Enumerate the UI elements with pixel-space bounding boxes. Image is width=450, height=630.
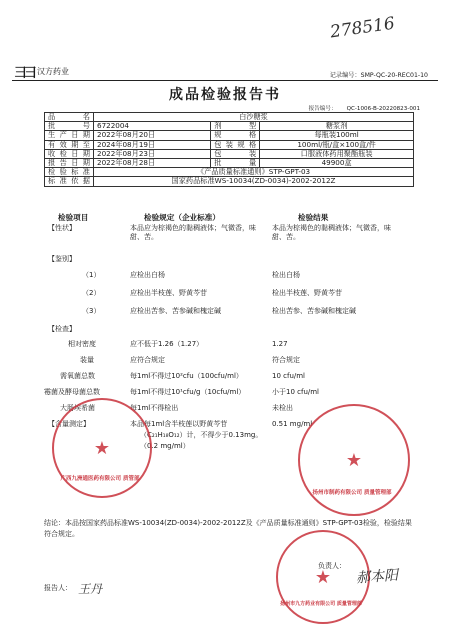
star-icon: ★	[345, 449, 363, 471]
handwritten-number: 278516	[328, 13, 396, 43]
table-row	[45, 177, 414, 186]
specification-label: 规 格	[211, 131, 260, 140]
company-name: 汉方药业	[37, 67, 70, 76]
ident-result-1: 检出白杨	[272, 271, 300, 279]
production-date-label: 生产日期	[45, 131, 94, 140]
dosage-form-value: 糖浆剂	[260, 122, 414, 131]
seal-left	[52, 398, 152, 498]
standard-label: 检验标准	[45, 168, 94, 177]
inspection-label: 【检查】	[48, 325, 76, 333]
ident-no-3: （3）	[82, 307, 101, 315]
ident-result-3: 检出苦参、苦参碱和槐定碱	[272, 307, 356, 315]
product-info-table	[44, 112, 414, 187]
page-title: 成品检验报告书	[169, 87, 281, 103]
reporter-label: 报告人：	[44, 584, 72, 592]
report-date-value: 2022年08月28日	[94, 159, 211, 168]
package-spec-label: 包装规格	[211, 140, 260, 149]
insp-result-3: 10 cfu/ml	[272, 372, 306, 380]
table-row	[45, 140, 414, 149]
seal-left-text: 广西九洲通医药有限公司 质管部	[60, 476, 140, 482]
reporter-signature: 王丹	[78, 582, 103, 596]
standard-value: 《产品质量标准通则》STP-GPT-03	[94, 168, 414, 177]
batch-value: 6722004	[94, 122, 211, 131]
insp-name-1: 相对密度	[68, 340, 96, 348]
expiry-value: 2024年08月19日	[94, 140, 211, 149]
insp-result-4: 小于10 cfu/ml	[272, 388, 320, 396]
traits-label: 【性状】	[48, 224, 76, 232]
seal-bottom-text: 扬州市九方药业有限公司 质量管理部	[280, 601, 362, 607]
reviewer-signature: 郝本阳	[355, 567, 399, 587]
basis-label: 标准依据	[45, 177, 94, 186]
ident-no-1: （1）	[82, 271, 101, 279]
report-number: 报告编号： QC-1006-B-20220823-001	[308, 106, 420, 112]
packaging-label: 包 装	[211, 149, 260, 158]
basis-value: 国家药品标准WS-10034(ZD-0034)-2002-2012Z	[94, 177, 414, 186]
col-header-result: 检验结果	[298, 213, 329, 222]
dosage-form-label: 剂 型	[211, 122, 260, 131]
star-icon: ★	[314, 566, 332, 588]
reviewer-label: 负责人：	[318, 562, 346, 570]
batch-size-label: 批 量	[211, 159, 260, 168]
product-label: 品 名	[45, 113, 94, 122]
record-number: 记录编号：SMP-QC-20-REC01-10	[329, 72, 428, 79]
production-date-value: 2022年08月20日	[94, 131, 211, 140]
insp-spec-1: 应不低于1.26（1.27）	[130, 340, 204, 348]
insp-name-2: 装量	[80, 356, 94, 364]
product-value: 白沙糖浆	[94, 113, 414, 122]
insp-result-2: 符合规定	[272, 356, 300, 364]
batch-label: 批 号	[45, 122, 94, 131]
seal-right	[298, 404, 410, 516]
insp-result-5: 未检出	[272, 404, 293, 412]
insp-spec-4: 每1ml不得过10¹cfu/g（10cfu/ml）	[130, 388, 246, 396]
insp-spec-2: 应符合规定	[130, 356, 165, 364]
logo-mark-icon: ⺕⺕	[14, 66, 35, 81]
received-date-label: 收检日期	[45, 149, 94, 158]
ident-spec-2: 应检出半枝莲、野黄芩苷	[130, 289, 207, 297]
ident-spec-1: 应检出白杨	[130, 271, 165, 279]
traits-spec: 本品应为棕褐色的黏稠液体；气微香，味甜、苦。	[130, 224, 256, 241]
insp-name-4: 霉菌及酵母菌总数	[44, 388, 100, 396]
expiry-label: 有效期至	[45, 140, 94, 149]
seal-right-text: 扬州市制药有限公司 质量管理部	[312, 490, 392, 496]
report-date-label: 报告日期	[45, 159, 94, 168]
insp-spec-5: 每1ml不得检出	[130, 404, 179, 412]
assay-result: 0.51 mg/ml	[272, 420, 313, 428]
packaging-value: 口服液体药用聚酯瓶装	[260, 149, 414, 158]
ident-no-2: （2）	[82, 289, 101, 297]
assay-spec-3: （0.2 mg/ml）	[140, 442, 190, 450]
package-spec-value: 100ml/瓶/盒×100盒/件	[260, 140, 414, 149]
insp-result-1: 1.27	[272, 340, 288, 348]
identification-label: 【鉴别】	[48, 255, 76, 263]
table-row	[45, 131, 414, 140]
ident-spec-3: 应检出苦参、苦参碱和槐定碱	[130, 307, 221, 315]
col-header-spec: 检验规定（企业标准）	[144, 213, 220, 222]
star-icon: ★	[93, 437, 111, 459]
assay-label: 【含量测定】	[48, 420, 90, 428]
ident-result-2: 检出半枝莲、野黄芩苷	[272, 289, 342, 297]
specification-value: 每瓶装100ml	[260, 131, 414, 140]
assay-spec-2: （C₂₁H₁₈O₁₂）计，不得少于0.13mg。	[140, 431, 263, 439]
traits-result: 本品为棕褐色的黏稠液体；气微香，味甜、苦。	[272, 224, 391, 241]
col-header-item: 检验项目	[58, 213, 89, 222]
batch-size-value: 49900盒	[260, 159, 414, 168]
header-divider	[12, 80, 438, 81]
conclusion-text: 结论：本品按国家药品标准WS-10034(ZD-0034)-2002-2012Z及《产品质量标准通则》STP-GPT-03检验，检验结果符合规定。	[44, 519, 412, 538]
assay-spec-1: 本品每1ml含半枝莲以野黄芩苷	[130, 420, 228, 428]
received-date-value: 2022年08月23日	[94, 149, 211, 158]
insp-spec-3: 每1ml不得过10²cfu（100cfu/ml）	[130, 372, 243, 380]
company-logo	[14, 62, 69, 81]
insp-name-5: 大肠埃希菌	[60, 404, 95, 412]
insp-name-3: 需氧菌总数	[60, 372, 95, 380]
